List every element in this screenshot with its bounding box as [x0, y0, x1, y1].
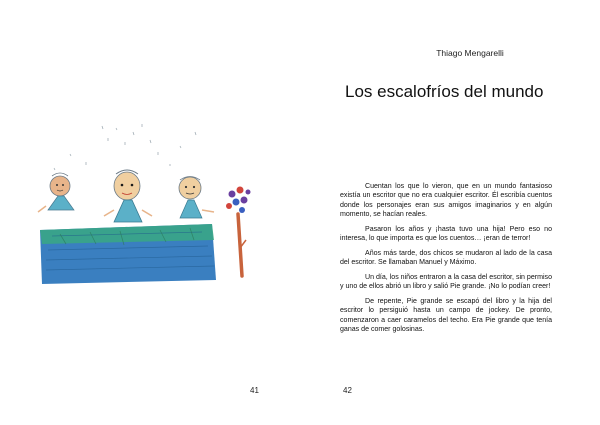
story-paragraph: Pasaron los años y ¡hasta tuvo una hija! Pero eso no interesa, lo que importa es que los cuentos… ¡eran de terror! — [340, 225, 552, 242]
right-child-figure — [179, 177, 214, 219]
right-page — [300, 0, 600, 425]
story-paragraph: Años más tarde, dos chicos se mudaron al lado de la casa del escritor. Se llamaban Manuel y Máximo. — [340, 249, 552, 267]
story-paragraph: Cuentan los que lo vieron, que en un mundo fantasioso existía un escritor que no era cualquier escritor. Él escribía cuentos donde los personajes eran sus amigos imaginarios y en algún momento, se hacían reales. — [340, 183, 552, 218]
flower-tree-drawing — [226, 187, 251, 277]
story-body — [340, 182, 552, 340]
child-drawing-illustration — [30, 118, 270, 293]
story-paragraph: Un día, los niños entraron a la casa del escritor, sin permiso y uno de ellos abrió un libro y salió Pie grande. ¡No lo podían creer! — [340, 273, 552, 291]
story-title: Los escalofríos del mundo — [345, 82, 544, 101]
page-number: 42 — [343, 386, 352, 395]
left-child-figure — [38, 173, 74, 212]
middle-child-figure — [104, 170, 152, 222]
story-paragraph: De repente, Pie grande se escapó del libro y la hija del escritor lo persiguió hasta un campo de jockey. De pronto, comenzaron a caer caramelos del techo. Era Pie grande que tenía ganas de comer golosinas. — [340, 297, 552, 333]
sketch-dots — [54, 124, 196, 170]
page-number: 41 — [250, 386, 259, 395]
blue-water-block — [40, 224, 216, 284]
author-name: Thiago Mengarelli — [436, 48, 504, 58]
